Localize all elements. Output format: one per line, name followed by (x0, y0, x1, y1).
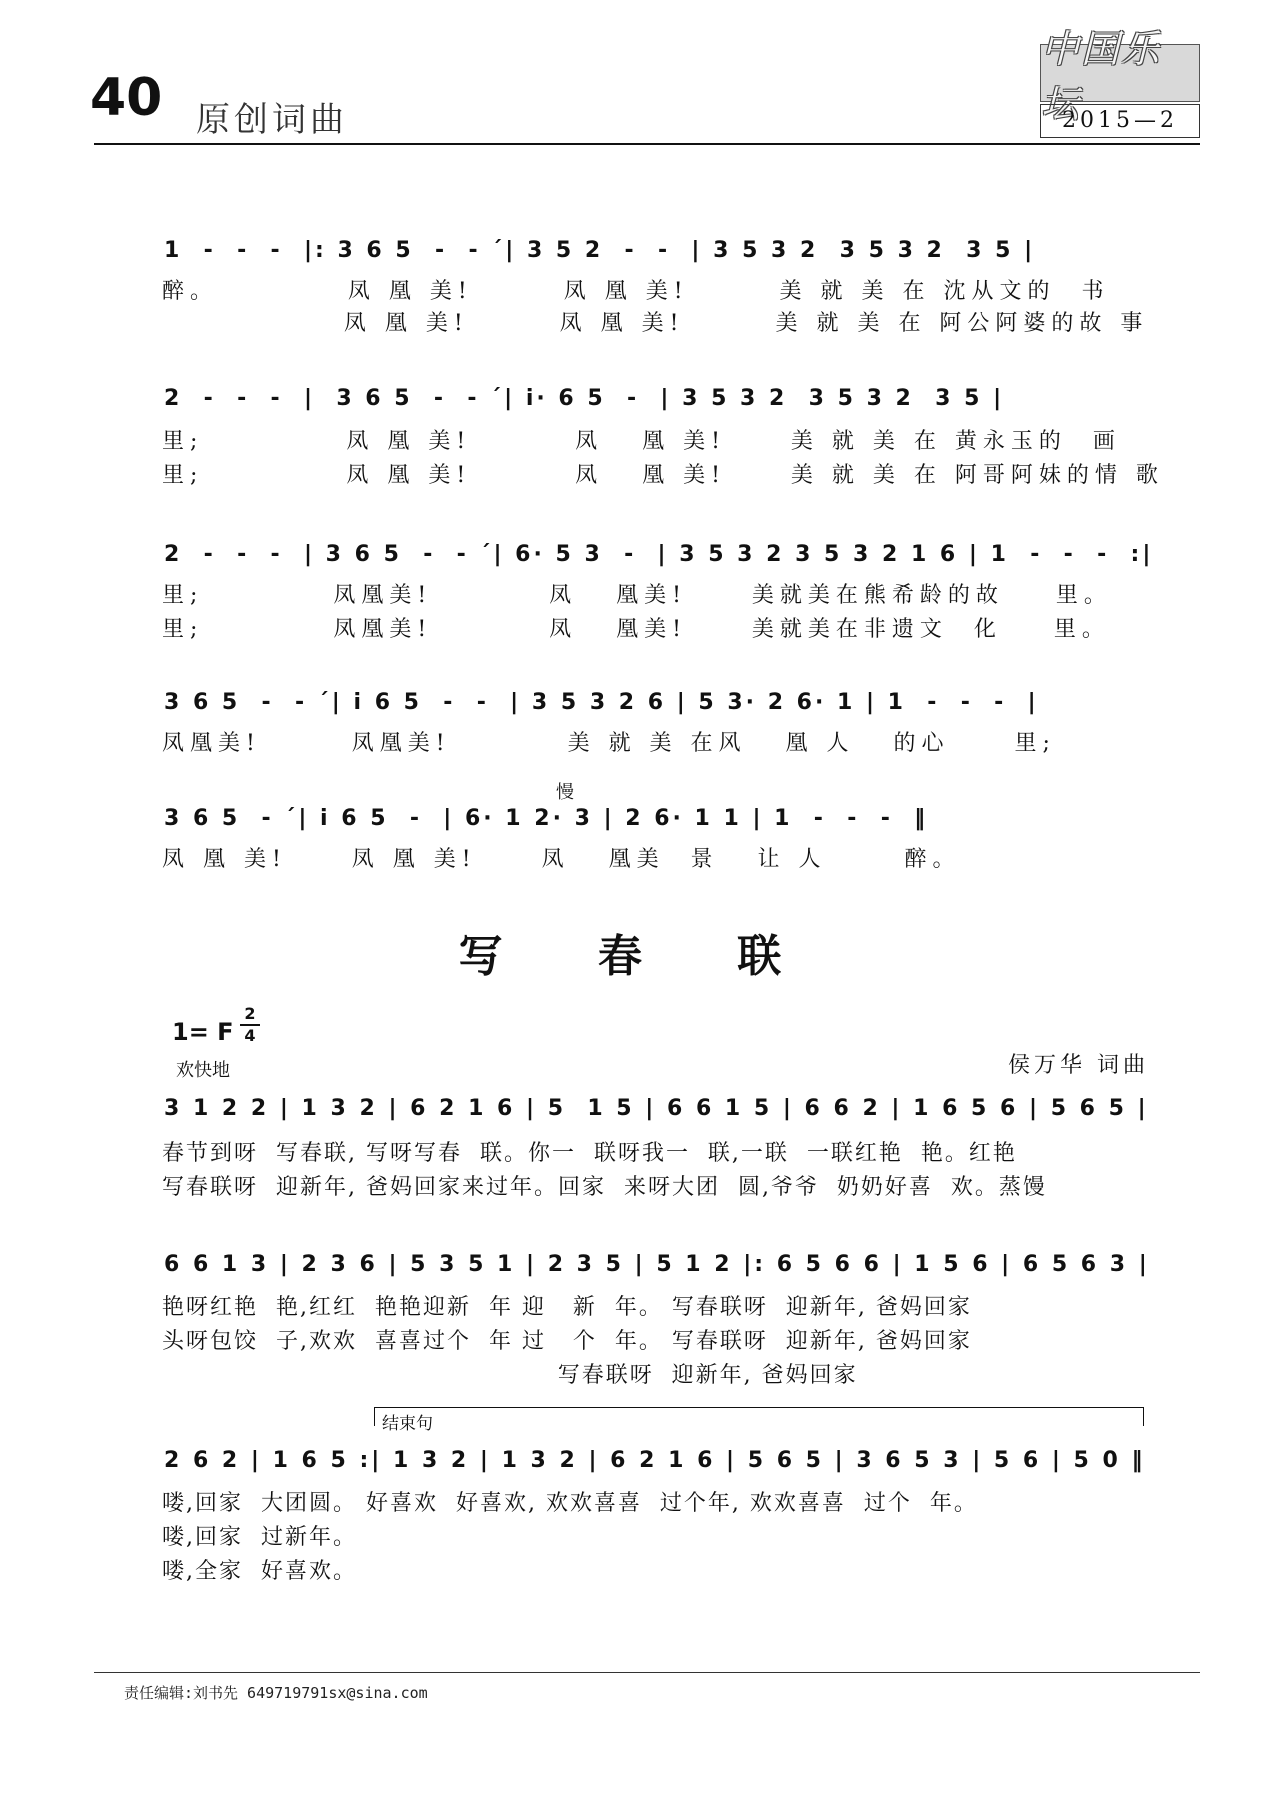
lyric-line: 喽,回家 过新年。 (162, 1525, 357, 1550)
lyric-line: 里; 凤 凰 美! 凤 凰 美! 美 就 美 在 阿哥阿妹的情 歌 (162, 463, 1164, 488)
notation-line: 3 6 5 - - ˊ| i 6 5 - - | 3 5 3 2 6 | 5 3· 2 6· 1 | 1 - - - | (164, 690, 1039, 715)
author-credit: 侯万华 词曲 (1008, 1053, 1149, 1078)
notation-line: 2 - - - | 3 6 5 - - ˊ| i· 6 5 - | 3 5 3 2 3 5 3 2 3 5 | (164, 386, 1005, 411)
magazine-logo: 中国乐坛 (1040, 44, 1200, 102)
ending-label: 结束句 (382, 1414, 433, 1434)
tempo-mark: 欢快地 (176, 1060, 230, 1081)
issue-number: 2015—2 (1040, 104, 1200, 138)
lyric-line: 凤 凰 美! 凤 凰 美! 美 就 美 在 阿公阿婆的故 事 (162, 311, 1149, 336)
notation-line: 2 6 2 | 1 6 5 :| 1 3 2 | 1 3 2 | 6 2 1 6 | 5 6 5 | 3 6 5 3 | 5 6 | 5 0 ‖ (164, 1448, 1146, 1473)
song-title: 写 春 联 (458, 931, 822, 982)
lyric-line: 醉。 凤 凰 美! 凤 凰 美! 美 就 美 在 沈从文的 书 (162, 279, 1110, 304)
time-signature-bottom: 4 (244, 1026, 256, 1045)
slow-mark: 慢 (556, 782, 574, 803)
lyric-line: 喽,回家 大团圆。 好喜欢 好喜欢, 欢欢喜喜 过个年, 欢欢喜喜 过个 年。 (162, 1491, 978, 1516)
lyric-line: 写春联呀 迎新年, 爸妈回家 (162, 1363, 858, 1388)
key-signature: 1= F (172, 1018, 234, 1046)
lyric-line: 凤 凰 美! 凤 凰 美! 凤 凰美 景 让 人 醉。 (162, 847, 961, 872)
footer-rule (94, 1672, 1200, 1673)
lyric-line: 写春联呀 迎新年, 爸妈回家来过年。回家 来呀大团 圆,爷爷 奶奶好喜 欢。蒸馒 (162, 1175, 1047, 1200)
footer-editor: 责任编辑:刘书先 649719791sx@sina.com (124, 1684, 428, 1702)
section-title: 原创词曲 (196, 100, 348, 140)
lyric-line: 头呀包饺 子,欢欢 喜喜过个 年 过 个 年。 写春联呀 迎新年, 爸妈回家 (162, 1329, 972, 1354)
lyric-line: 凤凰美! 凤凰美! 美 就 美 在风 凰 人 的心 里; (162, 731, 1056, 756)
lyric-line: 春节到呀 写春联, 写呀写春 联。你一 联呀我一 联,一联 一联红艳 艳。红艳 (162, 1141, 1017, 1166)
time-signature-top: 2 (244, 1004, 256, 1023)
lyric-line: 喽,全家 好喜欢。 (162, 1559, 357, 1584)
ending-bracket (374, 1407, 1144, 1426)
lyric-line: 里; 凤 凰 美! 凤 凰 美! 美 就 美 在 黄永玉的 画 (162, 429, 1121, 454)
notation-line: 2 - - - | 3 6 5 - - ˊ| 6· 5 3 - | 3 5 3 2 3 5 3 2 1 6 | 1 - - - :| (164, 542, 1154, 567)
lyric-line: 里; 凤凰美! 凤 凰美! 美就美在熊希龄的故 里。 (162, 583, 1112, 608)
notation-line: 3 1 2 2 | 1 3 2 | 6 2 1 6 | 5 1 5 | 6 6 1 5 | 6 6 2 | 1 6 5 6 | 5 6 5 | (164, 1096, 1149, 1121)
notation-line: 6 6 1 3 | 2 3 6 | 5 3 5 1 | 2 3 5 | 5 1 2 |: 6 5 6 6 | 1 5 6 | 6 5 6 3 | (164, 1252, 1150, 1277)
notation-line: 3 6 5 - ˊ| i 6 5 - | 6· 1 2· 3 | 2 6· 1 1 | 1 - - - ‖ (164, 806, 929, 831)
lyric-line: 艳呀红艳 艳,红红 艳艳迎新 年 迎 新 年。 写春联呀 迎新年, 爸妈回家 (162, 1295, 972, 1320)
lyric-line: 里; 凤凰美! 凤 凰美! 美就美在非遗文 化 里。 (162, 617, 1110, 642)
page-number: 40 (90, 68, 163, 128)
notation-line: 1 - - - |: 3 6 5 - - ˊ| 3 5 2 - - | 3 5 3 2 3 5 3 2 3 5 | (164, 238, 1036, 263)
